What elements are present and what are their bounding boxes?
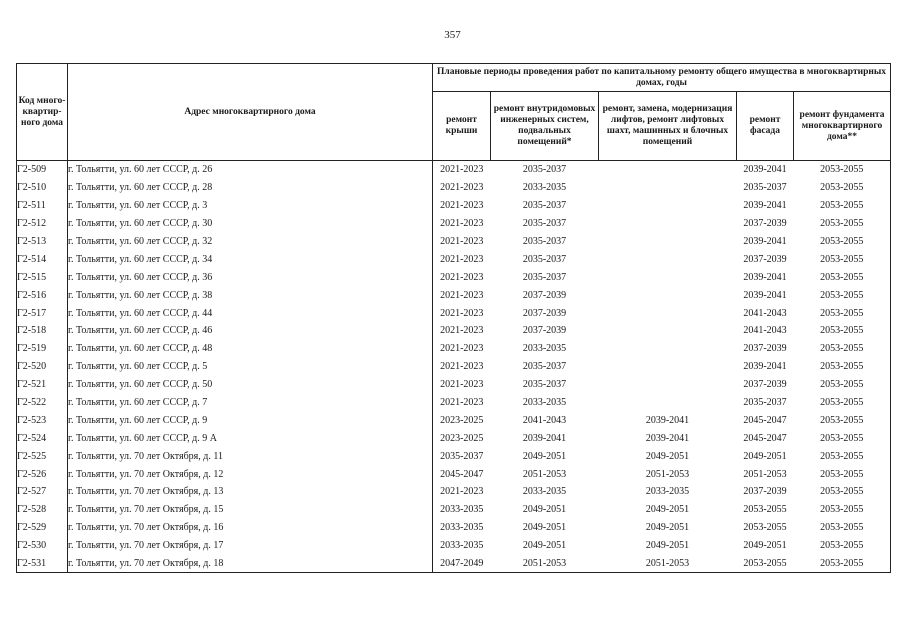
cell-elevators-repair: [599, 358, 737, 376]
cell-systems-repair: 2033-2035: [522, 486, 567, 498]
table-row: [17, 519, 891, 537]
cell-foundation-repair: 2053-2055: [794, 394, 891, 412]
cell-house-code: Г2-515: [17, 268, 68, 286]
cell-foundation-repair: 2053-2055: [794, 215, 891, 233]
cell-house-code: Г2-525: [17, 447, 68, 465]
cell-foundation-repair: 2053-2055: [794, 286, 891, 304]
cell-address: г. Тольятти, ул. 60 лет СССР, д. 28: [68, 179, 433, 197]
cell-foundation-repair: 2053-2055: [794, 519, 891, 537]
cell-foundation-repair: 2053-2055: [794, 179, 891, 197]
cell-roof-repair: 2021-2023: [440, 218, 484, 230]
cell-facade-repair: 2053-2055: [743, 522, 787, 534]
cell-foundation-repair: 2053-2055: [794, 161, 891, 179]
cell-facade-repair: 2039-2041: [743, 289, 787, 301]
table-row: [17, 483, 891, 501]
cell-roof-repair: 2021-2023: [440, 182, 484, 194]
cell-house-code: Г2-517: [17, 304, 68, 322]
cell-roof-repair: 2021-2023: [440, 397, 484, 409]
cell-foundation-repair: 2053-2055: [794, 447, 891, 465]
cell-roof-repair: 2023-2025: [440, 432, 484, 444]
cell-systems-repair: 2037-2039: [522, 325, 567, 337]
table-row: [17, 286, 891, 304]
header-address: Адрес многоквартирного дома: [68, 64, 433, 161]
cell-foundation-repair: 2053-2055: [794, 483, 891, 501]
cell-elevators-repair: [599, 233, 737, 251]
cell-systems-repair: 2035-2037: [522, 200, 567, 212]
cell-elevators-repair: [599, 322, 737, 340]
table-row: [17, 394, 891, 412]
page-number: 357: [444, 29, 461, 41]
cell-facade-repair: 2037-2039: [743, 253, 787, 265]
cell-house-code: Г2-519: [17, 340, 68, 358]
cell-systems-repair: 2035-2037: [522, 253, 567, 265]
cell-house-code: Г2-510: [17, 179, 68, 197]
cell-house-code: Г2-529: [17, 519, 68, 537]
table-row: [17, 429, 891, 447]
table-row: [17, 250, 891, 268]
cell-systems-repair: 2037-2039: [522, 307, 567, 319]
cell-elevators-repair: 2051-2053: [599, 555, 737, 573]
cell-elevators-repair: [599, 179, 737, 197]
cell-house-code: Г2-516: [17, 286, 68, 304]
cell-elevators-repair: 2039-2041: [645, 414, 690, 426]
cell-systems-repair: 2037-2039: [522, 289, 567, 301]
header-foundation-repair: ремонт фундамента многоквартирного дома**: [794, 92, 891, 161]
cell-roof-repair: 2021-2023: [440, 486, 484, 498]
cell-systems-repair: 2033-2035: [522, 343, 567, 355]
cell-roof-repair: 2021-2023: [440, 379, 484, 391]
cell-house-code: Г2-522: [17, 394, 68, 412]
cell-facade-repair: 2039-2041: [743, 200, 787, 212]
cell-address: г. Тольятти, ул. 70 лет Октября, д. 15: [68, 501, 433, 519]
cell-foundation-repair: 2053-2055: [794, 376, 891, 394]
cell-roof-repair: 2021-2023: [440, 200, 484, 212]
cell-elevators-repair: [599, 161, 737, 179]
cell-systems-repair: 2049-2051: [522, 540, 567, 552]
cell-roof-repair: 2021-2023: [440, 343, 484, 355]
cell-systems-repair: 2041-2043: [522, 414, 567, 426]
cell-systems-repair: 2035-2037: [522, 218, 567, 230]
cell-systems-repair: 2051-2053: [522, 468, 567, 480]
cell-systems-repair: 2035-2037: [522, 271, 567, 283]
table-row: [17, 376, 891, 394]
cell-address: г. Тольятти, ул. 70 лет Октября, д. 16: [68, 519, 433, 537]
cell-facade-repair: 2049-2051: [743, 450, 787, 462]
cell-systems-repair: 2035-2037: [522, 379, 567, 391]
cell-roof-repair: 2021-2023: [440, 307, 484, 319]
cell-address: г. Тольятти, ул. 60 лет СССР, д. 36: [68, 268, 433, 286]
cell-systems-repair: 2049-2051: [522, 504, 567, 516]
cell-roof-repair: 2021-2023: [440, 361, 484, 373]
table-row: [17, 447, 891, 465]
cell-facade-repair: 2035-2037: [743, 182, 787, 194]
header-planned-periods: Плановые периоды проведения работ по капитальному ремонту общего имущества в многоквартирных домах, годы: [433, 64, 891, 92]
cell-house-code: Г2-524: [17, 429, 68, 447]
cell-address: г. Тольятти, ул. 60 лет СССР, д. 48: [68, 340, 433, 358]
cell-house-code: Г2-521: [17, 376, 68, 394]
cell-elevators-repair: 2049-2051: [645, 540, 690, 552]
cell-roof-repair: 2021-2023: [440, 236, 484, 247]
cell-foundation-repair: 2053-2055: [794, 358, 891, 376]
cell-foundation-repair: 2053-2055: [794, 537, 891, 555]
cell-elevators-repair: [599, 340, 737, 358]
cell-address: г. Тольятти, ул. 60 лет СССР, д. 50: [68, 376, 433, 394]
cell-address: г. Тольятти, ул. 60 лет СССР, д. 5: [68, 358, 433, 376]
cell-elevators-repair: [599, 215, 737, 233]
cell-foundation-repair: 2053-2055: [794, 233, 891, 251]
cell-systems-repair: 2051-2053: [491, 555, 599, 573]
table-row: [17, 555, 891, 573]
table-row: [17, 179, 891, 197]
cell-foundation-repair: 2053-2055: [794, 429, 891, 447]
cell-foundation-repair: 2053-2055: [794, 268, 891, 286]
cell-systems-repair: 2035-2037: [522, 236, 567, 247]
cell-foundation-repair: 2053-2055: [794, 465, 891, 483]
cell-systems-repair: 2049-2051: [522, 450, 567, 462]
cell-facade-repair: 2053-2055: [737, 555, 794, 573]
cell-address: г. Тольятти, ул. 60 лет СССР, д. 7: [68, 394, 433, 412]
cell-systems-repair: 2035-2037: [522, 361, 567, 373]
cell-roof-repair: 2035-2037: [440, 450, 484, 462]
header-systems-repair: ремонт внутридомовых инженерных систем, подвальных помещений*: [491, 92, 599, 161]
cell-address: г. Тольятти, ул. 60 лет СССР, д. 30: [68, 215, 433, 233]
cell-facade-repair: 2037-2039: [743, 218, 787, 230]
cell-foundation-repair: 2053-2055: [794, 322, 891, 340]
cell-facade-repair: 2039-2041: [743, 164, 787, 176]
cell-house-code: Г2-513: [17, 233, 68, 251]
cell-facade-repair: 2049-2051: [743, 540, 787, 552]
cell-elevators-repair: [599, 304, 737, 322]
cell-elevators-repair: 2033-2035: [645, 486, 690, 498]
capital-repair-schedule-table: [16, 63, 891, 573]
cell-facade-repair: 2037-2039: [743, 486, 787, 498]
cell-elevators-repair: [599, 268, 737, 286]
cell-house-code: Г2-512: [17, 215, 68, 233]
table-row: [17, 197, 891, 215]
cell-house-code: Г2-523: [17, 411, 68, 429]
cell-elevators-repair: [599, 394, 737, 412]
cell-roof-repair: 2023-2025: [440, 414, 484, 426]
cell-facade-repair: 2039-2041: [743, 271, 787, 283]
cell-address: г. Тольятти, ул. 70 лет Октября, д. 11: [68, 447, 433, 465]
cell-elevators-repair: [599, 376, 737, 394]
header-roof-repair: ремонт крыши: [433, 92, 491, 161]
cell-roof-repair: 2021-2023: [440, 253, 484, 265]
cell-systems-repair: 2033-2035: [522, 182, 567, 194]
cell-facade-repair: 2039-2041: [743, 236, 787, 247]
header-house-code: Код много-квартир-ного дома: [17, 64, 68, 161]
header-elevators-repair: ремонт, замена, модернизация лифтов, ремонт лифтовых шахт, машинных и блочных помещений: [599, 92, 737, 161]
cell-address: г. Тольятти, ул. 70 лет Октября, д. 18: [68, 555, 433, 573]
header-facade-repair: ремонт фасада: [737, 92, 794, 161]
table-row: [17, 537, 891, 555]
cell-roof-repair: 2021-2023: [440, 164, 484, 176]
cell-house-code: Г2-520: [17, 358, 68, 376]
cell-address: г. Тольятти, ул. 70 лет Октября, д. 12: [68, 465, 433, 483]
cell-elevators-repair: 2049-2051: [645, 504, 690, 516]
table-row: [17, 465, 891, 483]
cell-house-code: Г2-528: [17, 501, 68, 519]
cell-elevators-repair: 2049-2051: [645, 450, 690, 462]
cell-facade-repair: 2045-2047: [743, 414, 787, 426]
cell-facade-repair: 2051-2053: [743, 468, 787, 480]
cell-house-code: Г2-526: [17, 465, 68, 483]
cell-house-code: Г2-530: [17, 537, 68, 555]
cell-address: г. Тольятти, ул. 60 лет СССР, д. 3: [68, 197, 433, 215]
cell-roof-repair: 2033-2035: [440, 522, 484, 534]
cell-address: г. Тольятти, ул. 60 лет СССР, д. 26: [68, 161, 433, 179]
cell-house-code: Г2-527: [17, 483, 68, 501]
cell-roof-repair: 2033-2035: [440, 540, 484, 552]
cell-facade-repair: 2041-2043: [743, 325, 787, 337]
cell-systems-repair: 2049-2051: [522, 522, 567, 534]
cell-roof-repair: 2021-2023: [440, 325, 484, 337]
cell-facade-repair: 2039-2041: [743, 361, 787, 373]
header-row-top: [17, 64, 891, 92]
cell-foundation-repair: 2053-2055: [794, 340, 891, 358]
cell-systems-repair: 2039-2041: [522, 432, 567, 444]
cell-house-code: Г2-531: [17, 555, 68, 573]
cell-roof-repair: 2047-2049: [433, 555, 491, 573]
cell-foundation-repair: 2053-2055: [794, 555, 891, 573]
cell-elevators-repair: [599, 197, 737, 215]
cell-foundation-repair: 2053-2055: [794, 250, 891, 268]
cell-facade-repair: 2037-2039: [743, 379, 787, 391]
cell-address: г. Тольятти, ул. 60 лет СССР, д. 46: [68, 322, 433, 340]
cell-foundation-repair: 2053-2055: [794, 197, 891, 215]
cell-systems-repair: 2035-2037: [522, 164, 567, 176]
table-row: [17, 161, 891, 179]
cell-elevators-repair: 2049-2051: [645, 522, 690, 534]
table-row: [17, 215, 891, 233]
table-row: [17, 411, 891, 429]
cell-facade-repair: 2053-2055: [743, 504, 787, 516]
cell-roof-repair: 2045-2047: [440, 468, 484, 480]
cell-house-code: Г2-511: [17, 197, 68, 215]
cell-systems-repair: 2033-2035: [522, 397, 567, 409]
cell-address: г. Тольятти, ул. 60 лет СССР, д. 9 А: [68, 429, 433, 447]
cell-house-code: Г2-518: [17, 322, 68, 340]
cell-facade-repair: 2035-2037: [743, 397, 787, 409]
cell-elevators-repair: 2039-2041: [645, 432, 690, 444]
cell-foundation-repair: 2053-2055: [794, 304, 891, 322]
cell-address: г. Тольятти, ул. 60 лет СССР, д. 32: [68, 233, 433, 251]
cell-address: г. Тольятти, ул. 70 лет Октября, д. 13: [68, 483, 433, 501]
table-row: [17, 322, 891, 340]
cell-address: г. Тольятти, ул. 60 лет СССР, д. 38: [68, 286, 433, 304]
cell-roof-repair: 2021-2023: [440, 289, 484, 301]
table-row: [17, 233, 891, 251]
cell-facade-repair: 2041-2043: [743, 307, 787, 319]
cell-house-code: Г2-509: [17, 161, 68, 179]
cell-address: г. Тольятти, ул. 70 лет Октября, д. 17: [68, 537, 433, 555]
cell-address: г. Тольятти, ул. 60 лет СССР, д. 44: [68, 304, 433, 322]
cell-roof-repair: 2021-2023: [440, 271, 484, 283]
cell-roof-repair: 2033-2035: [440, 504, 484, 516]
cell-address: г. Тольятти, ул. 60 лет СССР, д. 9: [68, 411, 433, 429]
cell-address: г. Тольятти, ул. 60 лет СССР, д. 34: [68, 250, 433, 268]
cell-elevators-repair: [599, 250, 737, 268]
cell-facade-repair: 2037-2039: [743, 343, 787, 355]
table-body: [17, 161, 891, 573]
cell-foundation-repair: 2053-2055: [794, 411, 891, 429]
table-row: [17, 358, 891, 376]
table-row: [17, 304, 891, 322]
cell-house-code: Г2-514: [17, 250, 68, 268]
table-row: [17, 268, 891, 286]
cell-facade-repair: 2045-2047: [743, 432, 787, 444]
cell-elevators-repair: [599, 286, 737, 304]
cell-elevators-repair: 2051-2053: [645, 468, 690, 480]
cell-foundation-repair: 2053-2055: [794, 501, 891, 519]
table-row: [17, 501, 891, 519]
table-row: [17, 340, 891, 358]
